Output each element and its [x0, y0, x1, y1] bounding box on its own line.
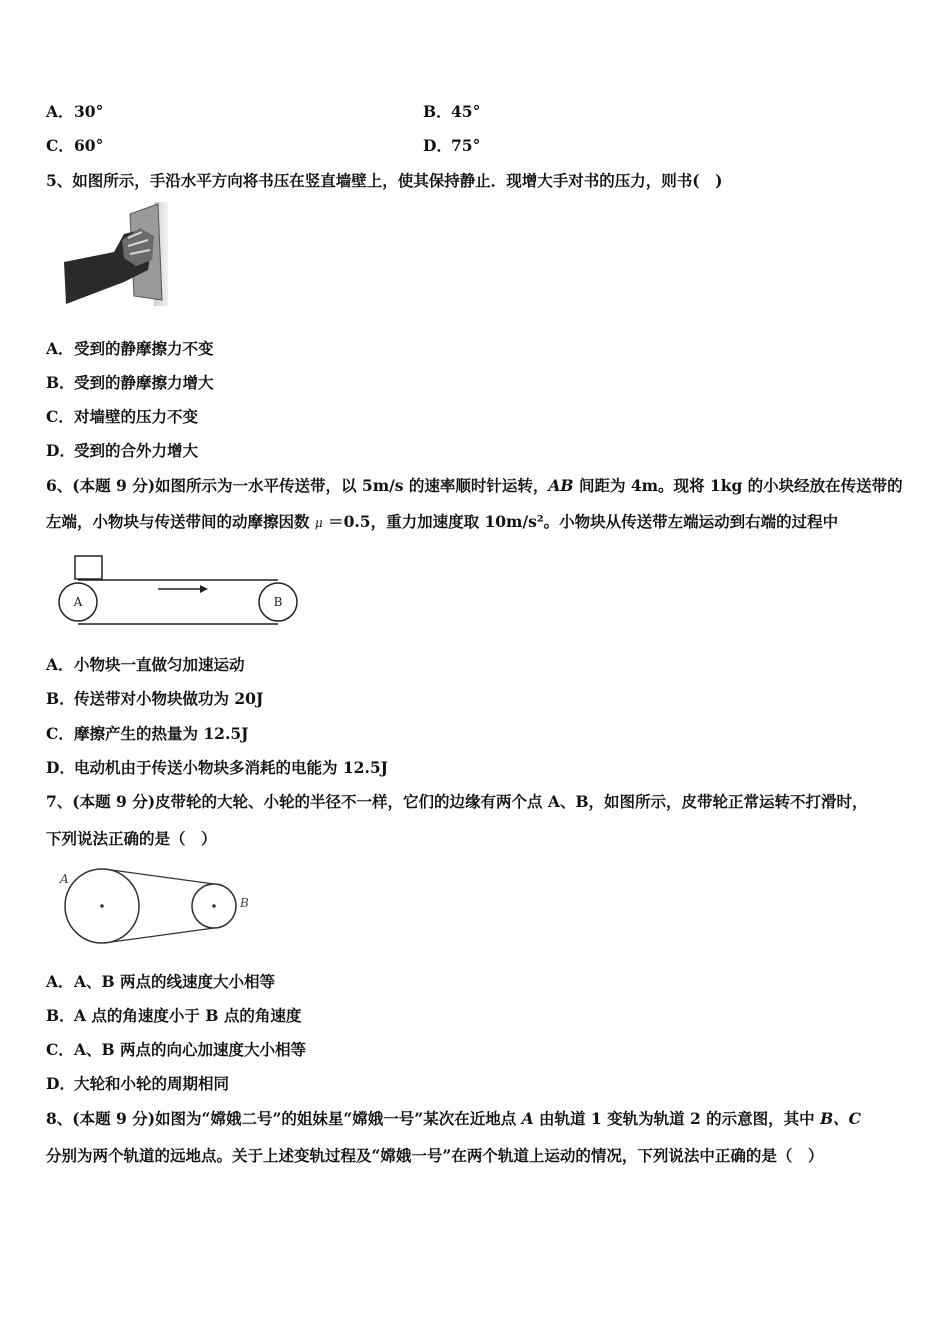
q5-option-b[interactable]: B．受到的静摩擦力增大 — [46, 373, 214, 392]
q6-option-b[interactable]: B．传送带对小物块做功为 20J — [46, 689, 264, 708]
q6-stem-line-2: 左端，小物块与传送带间的动摩擦因数 μ ＝0.5，重力加速度取 10m/s²。小物块从传送带左端运动到右端的过程中 — [46, 512, 839, 531]
q8-stem-line-2: 分别为两个轨道的远地点。关于上述变轨过程及“嫦娥一号”在两个轨道上运动的情况，下列说法中正确的是（ ） — [46, 1146, 824, 1165]
q4-option-row-2 — [46, 135, 481, 157]
q6-option-d[interactable]: D．电动机由于传送小物块多消耗的电能为 12.5J — [46, 758, 388, 777]
q8-stem-line-1: 8、(本题 9 分)如图为“嫦娥二号”的姐妹星“嫦娥一号”某次在近地点 A 由轨道 1 变轨为轨道 2 的示意图，其中 B、C — [46, 1109, 862, 1128]
label-b: B — [273, 595, 283, 609]
q7-option-c[interactable]: C．A、B 两点的向心加速度大小相等 — [46, 1040, 307, 1059]
q4-option-a[interactable]: A．30° — [46, 102, 104, 121]
q6-option-c[interactable]: C．摩擦产生的热量为 12.5J — [46, 724, 249, 743]
q6-ab-symbol: AB — [548, 476, 574, 495]
small-block — [75, 556, 102, 579]
belt-upper — [104, 869, 214, 884]
large-wheel-center — [100, 904, 104, 908]
point-b-label: B — [240, 896, 249, 910]
q8-points-bc: B、C — [820, 1109, 862, 1128]
conveyor-belt-figure — [56, 552, 302, 630]
q5-option-c[interactable]: C．对墙壁的压力不变 — [46, 407, 199, 426]
q4-option-b[interactable]: B．45° — [423, 102, 481, 121]
q7-stem-line-2: 下列说法正确的是（ ） — [46, 829, 217, 848]
q4-option-row-1 — [46, 101, 481, 123]
q6-mu-symbol: μ — [314, 516, 323, 530]
q5-option-d[interactable]: D．受到的合外力增大 — [46, 441, 199, 460]
q7-stem-line-1: 7、(本题 9 分)皮带轮的大轮、小轮的半径不一样，它们的边缘有两个点 A、B，如图所示，皮带轮正常运转不打滑时， — [46, 792, 868, 811]
q5-option-a[interactable]: A．受到的静摩擦力不变 — [46, 339, 214, 358]
q7-option-a[interactable]: A．A、B 两点的线速度大小相等 — [46, 972, 276, 991]
direction-arrowhead — [200, 585, 208, 593]
point-a-label: A — [60, 872, 69, 886]
hand-pressing-book-figure — [62, 200, 180, 308]
small-wheel-center — [212, 904, 216, 908]
belt-pulley-figure — [54, 865, 260, 947]
q6-option-a[interactable]: A．小物块一直做匀加速运动 — [46, 655, 245, 674]
q4-option-c[interactable]: C．60° — [46, 136, 104, 155]
label-a: A — [73, 595, 83, 609]
q7-option-b[interactable]: B．A 点的角速度小于 B 点的角速度 — [46, 1006, 302, 1025]
q5-stem: 5、如图所示，手沿水平方向将书压在竖直墙壁上，使其保持静止．现增大手对书的压力，则书( ) — [46, 171, 723, 190]
q6-stem-line-1: 6、(本题 9 分)如图所示为一水平传送带，以 5m/s 的速率顺时针运转，AB 间距为 4m。现将 1kg 的小块经放在传送带的 — [46, 476, 903, 495]
belt-lower — [104, 928, 214, 943]
q7-option-d[interactable]: D．大轮和小轮的周期相同 — [46, 1074, 230, 1093]
q8-point-a: A — [521, 1109, 534, 1128]
q4-option-d[interactable]: D．75° — [423, 136, 481, 155]
